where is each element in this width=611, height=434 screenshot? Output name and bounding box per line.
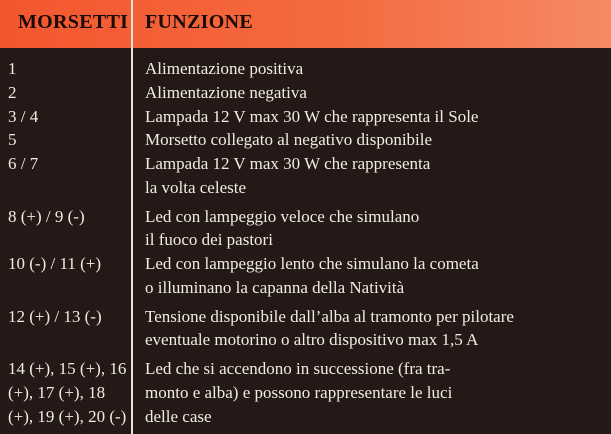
terminal-text: 10 (-) / 11 (+) — [8, 254, 101, 273]
function-text: o illuminano la capanna della Natività — [145, 277, 405, 297]
terminal-text: (+), 17 (+), 18 — [8, 382, 106, 402]
table-row — [0, 252, 611, 300]
table-row — [0, 81, 611, 105]
terminal-text: 5 — [8, 130, 17, 150]
table-row — [0, 128, 611, 152]
function-text: la volta celeste — [145, 177, 247, 197]
function-text: Lampada 12 V max 30 W che rappresenta — [145, 154, 431, 173]
terminal-cell — [0, 57, 145, 81]
terminal-cell — [0, 357, 145, 428]
terminal-text: (+), 19 (+), 20 (-) — [8, 406, 127, 426]
table-row — [0, 57, 611, 81]
function-text: Alimentazione negativa — [145, 82, 307, 102]
function-text: Led che si accendono in successione (fra tra- — [145, 359, 451, 378]
table-row — [0, 357, 611, 428]
terminal-cell — [0, 205, 145, 253]
table-row — [0, 305, 611, 353]
function-text: Led con lampeggio lento che simulano la cometa — [145, 254, 479, 273]
function-text: Tensione disponibile dall’alba al tramonto per pilotare — [145, 306, 514, 326]
header-funzione: FUNZIONE — [145, 11, 253, 33]
function-cell — [145, 205, 611, 253]
terminal-text: 8 (+) / 9 (-) — [8, 206, 85, 226]
function-text: il fuoco dei pastori — [145, 230, 273, 250]
function-text: Lampada 12 V max 30 W che rappresenta il Sole — [145, 106, 479, 126]
terminal-text: 6 / 7 — [8, 154, 39, 173]
terminal-text: 12 (+) / 13 (-) — [8, 306, 102, 326]
function-text: Morsetto collegato al negativo disponibile — [145, 130, 433, 150]
function-cell — [145, 81, 611, 105]
table-header — [0, 0, 611, 48]
function-text: Alimentazione positiva — [145, 59, 304, 78]
terminal-cell — [0, 252, 145, 300]
table-body — [0, 57, 611, 428]
function-text: monto e alba) e possono rappresentare le luci — [145, 382, 453, 402]
table-row — [0, 105, 611, 129]
function-cell — [145, 128, 611, 152]
terminal-text: 3 / 4 — [8, 106, 39, 126]
function-cell — [145, 357, 611, 428]
table-row — [0, 152, 611, 200]
terminal-text: 2 — [8, 82, 17, 102]
function-cell — [145, 152, 611, 200]
function-cell — [145, 105, 611, 129]
terminal-text: 1 — [8, 59, 17, 78]
function-cell — [145, 252, 611, 300]
header-morsetti: MORSETTI — [18, 11, 129, 33]
terminal-cell — [0, 81, 145, 105]
function-text: delle case — [145, 406, 212, 426]
terminal-cell — [0, 128, 145, 152]
table-row — [0, 205, 611, 253]
function-text: Led con lampeggio veloce che simulano — [145, 206, 420, 226]
function-cell — [145, 57, 611, 81]
function-text: eventuale motorino o altro dispositivo max 1,5 A — [145, 330, 479, 350]
terminal-cell — [0, 105, 145, 129]
function-cell — [145, 305, 611, 353]
terminal-cell — [0, 152, 145, 200]
terminal-text: 14 (+), 15 (+), 16 — [8, 359, 127, 378]
terminal-cell — [0, 305, 145, 353]
